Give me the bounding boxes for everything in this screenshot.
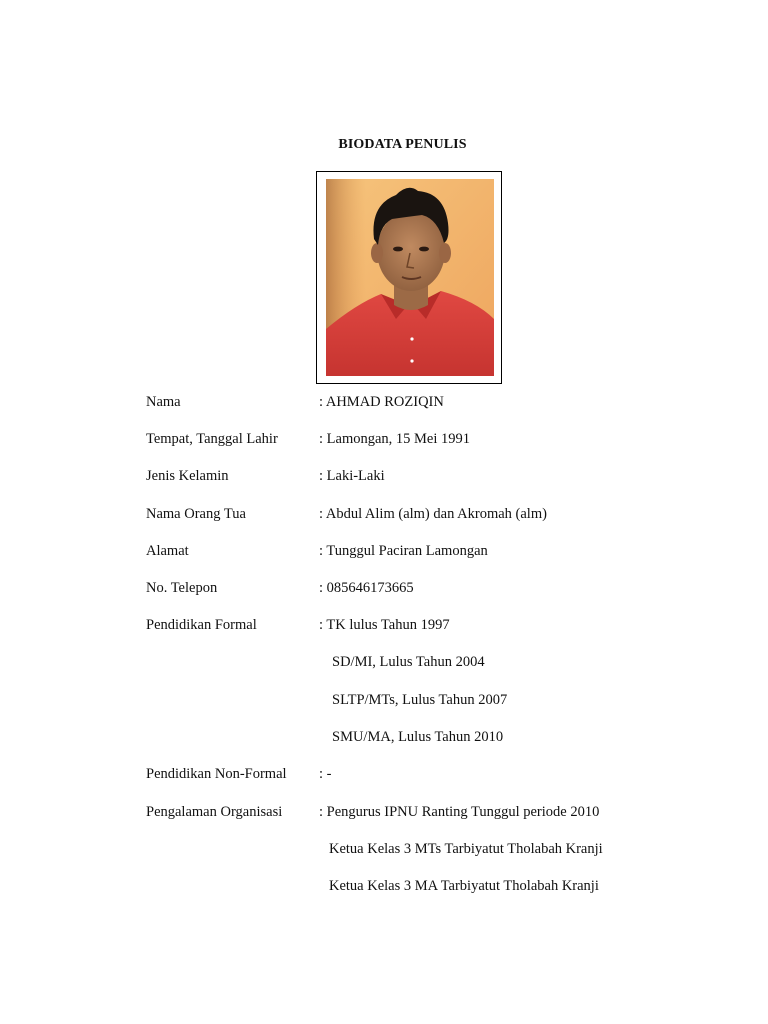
field-label: Pendidikan Non-Formal — [146, 766, 287, 782]
author-photo — [326, 179, 494, 376]
field-value: : - — [319, 766, 332, 782]
field-value: : Laki-Laki — [319, 468, 385, 484]
field-label: Alamat — [146, 543, 189, 559]
document-title: BIODATA PENULIS — [338, 137, 467, 152]
portrait-photo-icon — [326, 179, 494, 376]
field-label: Jenis Kelamin — [146, 468, 229, 484]
field-value: : AHMAD ROZIQIN — [319, 394, 444, 410]
field-value: : Abdul Alim (alm) dan Akromah (alm) — [319, 506, 547, 522]
field-label: Pendidikan Formal — [146, 617, 257, 633]
field-value: : Tunggul Paciran Lamongan — [319, 543, 488, 559]
field-label: Nama — [146, 394, 181, 410]
education-item: SLTP/MTs, Lulus Tahun 2007 — [332, 692, 508, 708]
field-value: : Pengurus IPNU Ranting Tunggul periode 2010 — [319, 804, 600, 820]
education-item: SD/MI, Lulus Tahun 2004 — [332, 654, 485, 670]
field-value: : 085646173665 — [319, 580, 414, 596]
education-item: SMU/MA, Lulus Tahun 2010 — [332, 729, 504, 745]
organization-item: Ketua Kelas 3 MA Tarbiyatut Tholabah Kranji — [329, 878, 599, 894]
field-label: Tempat, Tanggal Lahir — [146, 431, 278, 447]
field-label: No. Telepon — [146, 580, 218, 596]
author-photo-frame — [316, 171, 502, 384]
field-value: : Lamongan, 15 Mei 1991 — [319, 431, 471, 447]
organization-item: Ketua Kelas 3 MTs Tarbiyatut Tholabah Kranji — [329, 841, 603, 857]
field-label: Nama Orang Tua — [146, 506, 246, 522]
field-label: Pengalaman Organisasi — [146, 804, 283, 820]
field-value: : TK lulus Tahun 1997 — [319, 617, 450, 633]
